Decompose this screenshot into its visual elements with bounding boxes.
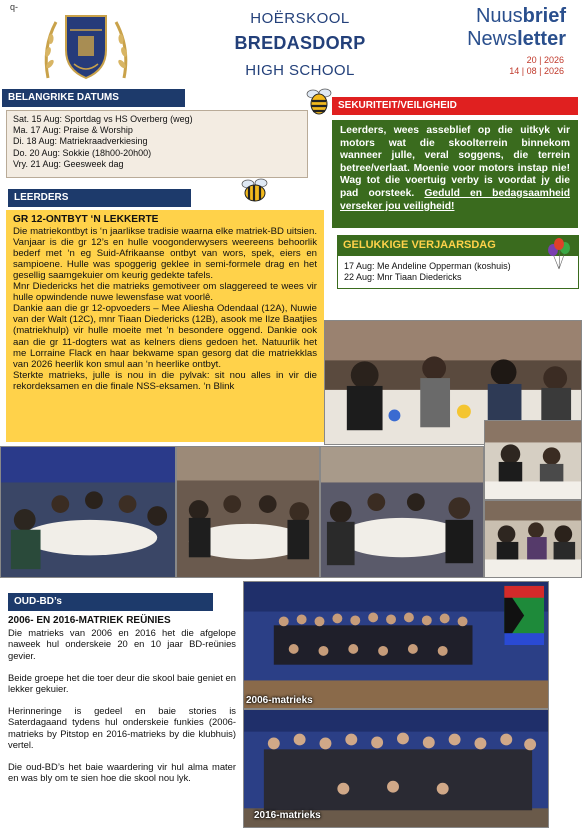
alumni-heading: OUD-BD’s [8,593,213,611]
alumni-article [8,615,236,794]
alumni-title: 2006- EN 2016-MATRIEK REÜNIES [8,615,171,626]
birthday-item: 17 Aug: Me Andeline Opperman (koshuis) [344,261,511,271]
date-item: Do. 20 Aug: Sokkie (18h00-20h00) [13,147,152,158]
date-item: Ma. 17 Aug: Praise & Worship [13,125,133,136]
birthday-heading: GELUKKIGE VERJAARSDAG [337,235,579,255]
school-name-line1: HOËRSKOOL [250,10,350,27]
birthday-list [337,255,579,289]
breakfast-photo [176,446,320,578]
breakfast-photo [320,446,484,578]
article-title: GR 12-ONTBYT ‘N LEKKERTE [13,214,159,225]
school-name-line2: BREDASDORP [234,33,366,53]
dates-list [6,110,308,178]
article-paragraph: Mnr Diedericks het die matrieks gemotiveer om slaggereed te wees vir hulle opwindende nuwe lewensfase wat voorlê. [13,281,317,304]
masthead-nuusbrief: Nuusbrief [475,5,566,27]
caption-2006: 2006-matrieks [246,695,313,706]
article-paragraph: Dankie aan die gr 12-opvoeders – Mee Aliesha Odendaal (12A), Nuwie van der Walt (12C), mnr Tiaan Diedericks (12B), asook me Ilze Baatjies (matriekhulp) vir hulle moeite met ‘n besondere oggend. Dankie ook aan die gr 11-dogters wat as kelners diens gedoen het. Natuurlik het me Lorraine Flack en haar bekwame span gesorg dat die matriekklas van 2026 heerlik kon smul aan ‘n heerlike ontbyt. [13,303,317,370]
dates-heading: BELANGRIKE DATUMS [2,89,185,107]
alumni-paragraph: Herinneringe is gedeel en baie stories is Saterdagaand tydens hul onderskeie funkies (2006-matrieks by Pitstop en 2016-matrieks by die klubhuis) vertel. [8,705,236,750]
masthead-newsletter: Newsletter [467,28,566,50]
corner-mark: q- [10,2,19,12]
bee-icon [305,86,333,116]
school-crest-logo [38,8,134,84]
article-paragraph: Sterkte matrieks, julle is nou in die pylvak: sit nou alles in vir die rekordeksamen en die finale NSS-eksamen. ‘n Blink [13,369,317,392]
breakfast-photo [484,420,582,500]
school-name-line3: HIGH SCHOOL [245,62,355,79]
security-notice [332,120,578,228]
security-heading: SEKURITEIT/VEILIGHEID [332,97,578,115]
bee-icon [240,176,270,204]
article-paragraph: Die matriekontbyt is ‘n jaarlikse tradisie waarna elke matriek-BD uitsien. Vanjaar is die gr 12’s en hulle voogonderwysers weereens behoorlik bederf met ‘n eg Suid-Afrikaanse ontbyt van wors, spek, eiers en sampioene. Hulle was spoggerig geklee in semi-formele drag en het gesellig saamgekuier om keurig gedekte tafels. [13,226,317,282]
breakfast-photo [484,500,582,578]
issue-number: 20 | 2026 [526,55,564,65]
security-underlined: Geduld en bedagsaamheid verseker jou veiligheid! [340,187,570,212]
reunion-2006-photo [243,581,549,709]
issue-dates [509,55,564,77]
issue-date: 14 | 08 | 2026 [509,66,564,76]
date-item: Vry. 21 Aug: Geesweek dag [13,158,124,169]
caption-2016: 2016-matrieks [254,810,321,821]
learners-article [6,210,324,442]
balloons-icon [545,238,575,270]
alumni-paragraph: Die oud-BD’s het baie waardering vir hul alma mater en was bly om te sien hoe die skool nou lyk. [8,761,236,784]
birthday-item: 22 Aug: Mnr Tiaan Diedericks [344,272,462,282]
security-text: Leerders, wees asseblief op die uitkyk vir motors wat die skoolterrein binnekom wanneer julle, veral soggens, die terrein betree/verlaat. Moenie voor motors instap nie! Wag tot die voertuig verby is voordat jy die pad oorsteek. [340,125,570,199]
alumni-paragraph: Die matrieks van 2006 en 2016 het die afgelope naweek hul onderskeie 20 en 10 jaar BD-reünies gevier. [8,627,236,661]
breakfast-photo [0,446,176,578]
learners-heading: LEERDERS [8,189,191,207]
alumni-paragraph: Beide groepe het die toer deur die skool baie geniet en lekker gekuier. [8,671,236,695]
date-item: Di. 18 Aug: Matriekraadverkiesing [13,136,148,147]
date-item: Sat. 15 Aug: Sportdag vs HS Overberg (weg) [13,114,193,124]
